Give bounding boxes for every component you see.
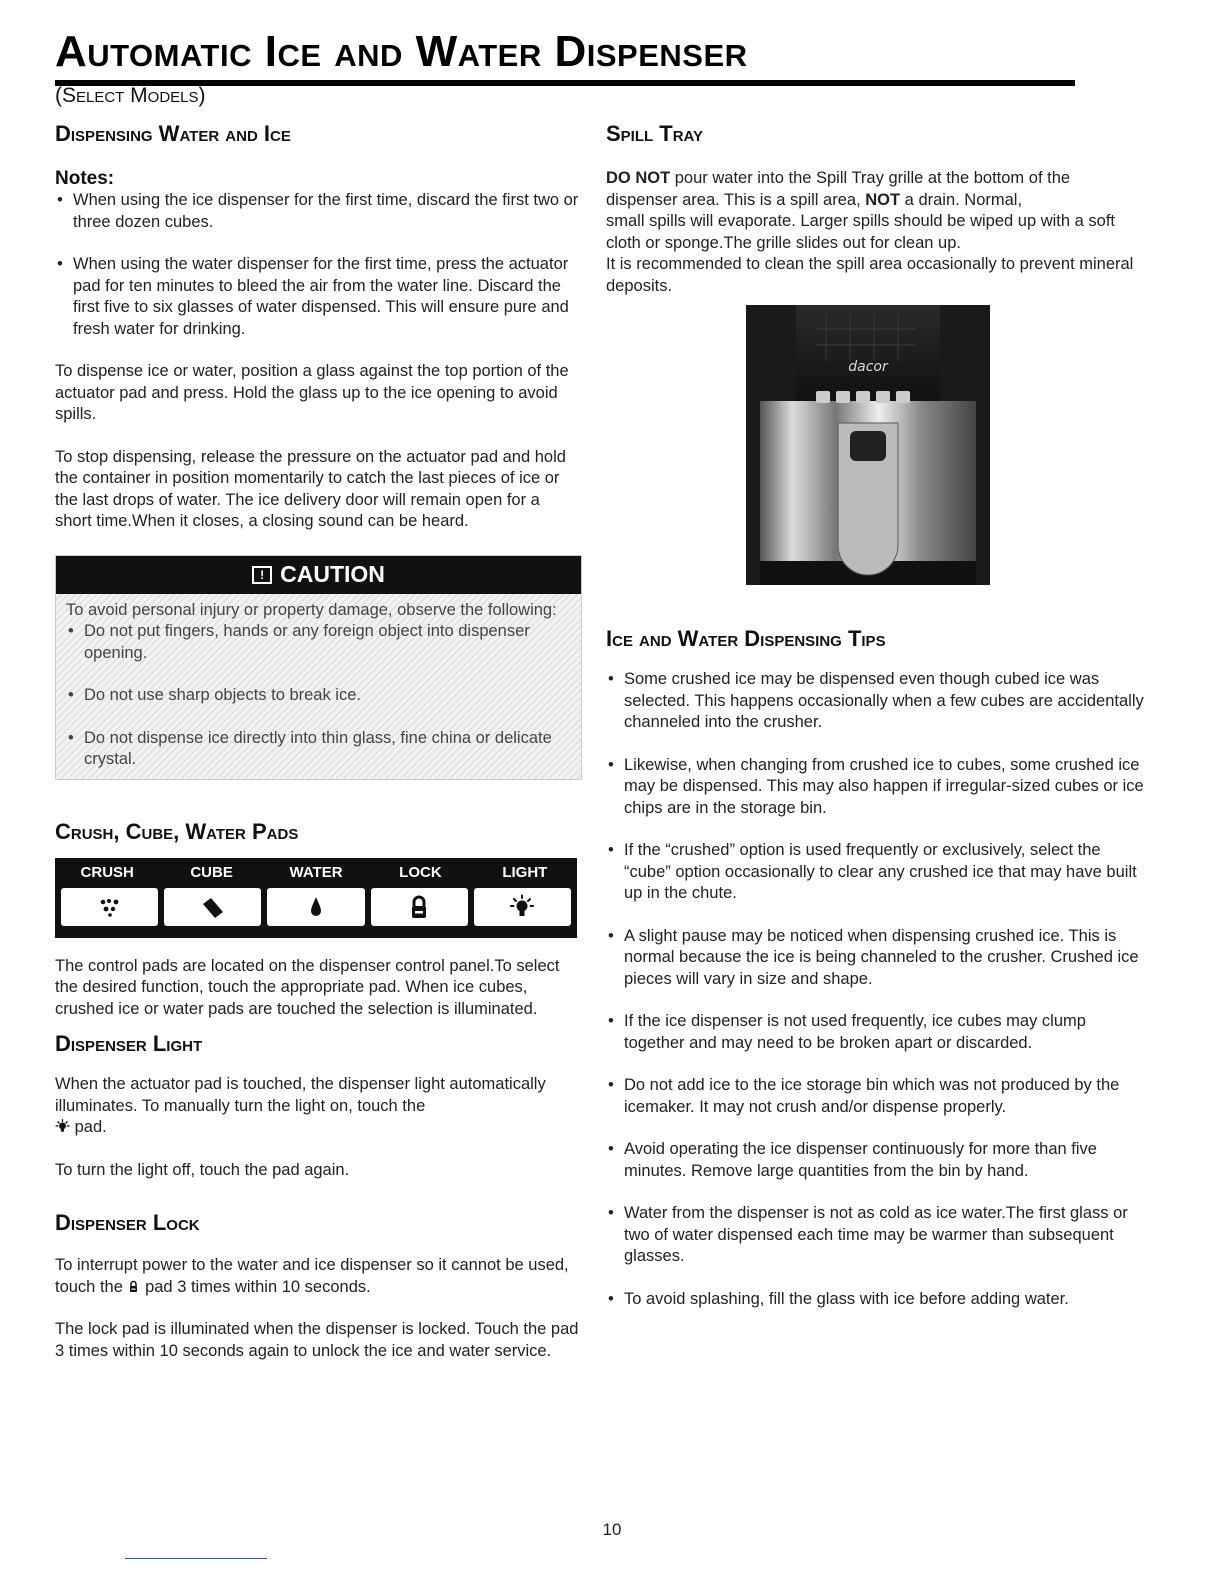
pads-heading: Crush, Cube, Water Pads: [55, 818, 299, 844]
right-column: [606, 120, 1146, 1310]
note-item: • When using the water dispenser for the first time, press the actuator pad for ten minutes to bleed the air from the water line. Discard the first five to six glasses of water dispensed. This will ensure pure and fresh water for drinking.: [55, 254, 580, 340]
page-subtitle: (Select Models): [55, 84, 206, 107]
crushed-ice-icon: [97, 894, 123, 920]
tip-item: • A slight pause may be noticed when dispensing crushed ice. This is normal because the ice is being channeled to the crusher. Crushed ice pieces will vary in size and shape.: [606, 926, 1146, 991]
pad-label-water: WATER: [289, 863, 343, 881]
water-drop-icon: [303, 894, 329, 920]
dispenser-photo: [746, 305, 990, 585]
lock-paragraph: [55, 1255, 580, 1298]
tip-item: • Likewise, when changing from crushed ice to cubes, some crushed ice may be dispensed. This may also happen if irregular-sized cubes or ice chips are in the storage bin.: [606, 755, 1146, 820]
pads-description: The control pads are located on the dispenser control panel.To select the desired function, touch the appropriate pad. When ice cubes, crushed ice or water pads are touched the selection is illuminated.: [55, 956, 560, 1018]
notes-heading: Notes:: [55, 168, 115, 189]
notes-list: [55, 190, 580, 340]
light-heading: Dispenser Light: [55, 1031, 203, 1056]
warning-icon: !: [252, 566, 272, 584]
left-column: [55, 120, 580, 1362]
light-bulb-icon: [509, 894, 535, 920]
stop-paragraph: To stop dispensing, release the pressure on the actuator pad and hold the container in position momentarily to catch the last pieces of ice or the last drops of water. The ice delivery door will remain open for a short time.When it closes, a closing sound can be heard.: [55, 447, 566, 530]
spill-text-1: pour water into the Spill Tray grille at the bottom of the dispenser area. This is a spill area,: [606, 169, 1071, 209]
tip-item: • Avoid operating the ice dispenser continuously for more than five minutes. Remove large quantities from the bin by hand.: [606, 1139, 1146, 1182]
dispenser-illustration: [746, 305, 990, 585]
caution-header: [56, 556, 581, 594]
light-off-paragraph: To turn the light off, touch the pad again.: [55, 1160, 350, 1179]
caution-title: CAUTION: [280, 561, 385, 587]
lock-icon: [406, 894, 432, 920]
tip-item: • If the “crushed” option is used frequently or exclusively, select the “cube” option occasionally to clear any crushed ice that may have built up in the chute.: [606, 840, 1146, 905]
water-pad[interactable]: [267, 888, 364, 926]
lock-unlock-paragraph: The lock pad is illuminated when the dispenser is locked. Touch the pad 3 times within 10 seconds again to unlock the ice and water service.: [55, 1320, 579, 1360]
photo-brand-label: dacor: [848, 359, 888, 375]
caution-list: [66, 621, 569, 771]
caution-intro: To avoid personal injury or property damage, observe the following:: [66, 600, 557, 619]
dispense-paragraph: To dispense ice or water, position a glass against the top portion of the actuator pad and press. Hold the glass up to the ice opening to avoid spills.: [55, 362, 569, 423]
lock-text-a: To interrupt power to the water and ice dispenser so it cannot be used, touch the: [55, 1256, 569, 1296]
cube-pad[interactable]: [164, 888, 261, 926]
spill-do-not: DO NOT: [606, 169, 671, 187]
pad-label-lock: LOCK: [399, 863, 442, 881]
tip-item: • Do not add ice to the ice storage bin which was not produced by the icemaker. It may not crush and/or dispense properly.: [606, 1075, 1146, 1118]
caution-item: • Do not use sharp objects to break ice.: [66, 685, 569, 707]
tip-item: • Water from the dispenser is not as cold as ice water.The first glass or two of water dispensed each time may be warmer than subsequent glasses.: [606, 1203, 1146, 1268]
light-text-a: When the actuator pad is touched, the dispenser light automatically illuminates. To manually turn the light on, touch the: [55, 1075, 546, 1115]
tips-list: [606, 669, 1146, 1310]
caution-item: • Do not put fingers, hands or any foreign object into dispenser opening.: [66, 621, 569, 664]
lock-pad[interactable]: [371, 888, 468, 926]
tip-item: • If the ice dispenser is not used frequently, ice cubes may clump together and may need to be broken apart or discarded.: [606, 1011, 1146, 1054]
lock-text-b: pad 3 times within 10 seconds.: [145, 1277, 371, 1296]
dispensing-heading: Dispensing Water and Ice: [55, 121, 291, 146]
pad-label-cube: CUBE: [190, 863, 233, 881]
light-pad[interactable]: [474, 888, 571, 926]
spill-text-2: a drain. Normal,: [900, 190, 1023, 209]
tip-item: • Some crushed ice may be dispensed even though cubed ice was selected. This happens occasionally when a few cubes are accidentally channeled into the crusher.: [606, 669, 1146, 734]
spill-text-4: It is recommended to clean the spill area occasionally to prevent mineral deposits.: [606, 255, 1134, 295]
page-title: Automatic Ice and Water Dispenser: [55, 24, 1075, 86]
caution-body: [56, 594, 581, 779]
pad-label-crush: CRUSH: [80, 863, 134, 881]
spill-text-3: small spills will evaporate. Larger spills should be wiped up with a soft cloth or sponge.The grille slides out for clean up.: [606, 212, 1115, 252]
tip-item: • To avoid splashing, fill the glass with ice before adding water.: [606, 1289, 1146, 1311]
footer-rule: [125, 1558, 267, 1559]
ice-cube-icon: [200, 894, 226, 920]
light-paragraph: [55, 1074, 580, 1139]
spill-not: NOT: [865, 190, 901, 209]
light-bulb-inline-icon: [55, 1119, 70, 1134]
light-text-b: pad.: [74, 1118, 107, 1136]
tips-heading: Ice and Water Dispensing Tips: [606, 626, 886, 651]
control-pads-panel: [55, 858, 577, 938]
lock-inline-icon: [127, 1279, 140, 1294]
spill-heading: Spill Tray: [606, 121, 704, 146]
pad-label-light: LIGHT: [502, 863, 548, 881]
caution-box: [55, 555, 582, 780]
lock-heading: Dispenser Lock: [55, 1210, 200, 1235]
spill-paragraph: [606, 168, 1146, 297]
caution-item: • Do not dispense ice directly into thin glass, fine china or delicate crystal.: [66, 728, 569, 771]
crush-pad[interactable]: [61, 888, 158, 926]
note-item: • When using the ice dispenser for the first time, discard the first two or three dozen cubes.: [55, 190, 580, 233]
page-number: 10: [602, 1520, 622, 1539]
